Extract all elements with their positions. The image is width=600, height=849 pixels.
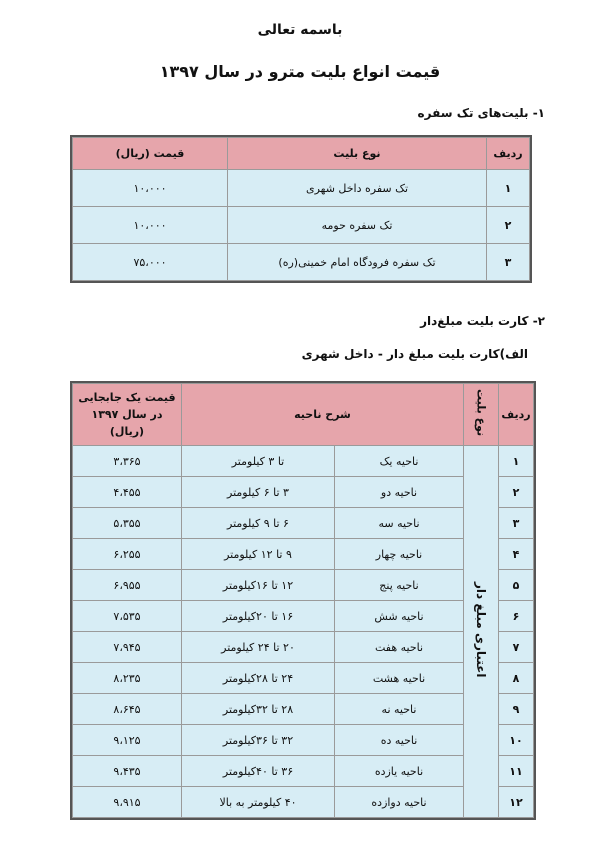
zone-price: ۵،۳۵۵ [73, 508, 182, 539]
row-number: ۲ [499, 477, 534, 508]
row-number: ۱ [487, 170, 530, 207]
ticket-type-cell [464, 446, 499, 818]
zone-price: ۳،۳۶۵ [73, 446, 182, 477]
zone-range: ۳ تا ۶ کیلومتر [182, 477, 335, 508]
zone-range: ۱۲ تا ۱۶کیلومتر [182, 570, 335, 601]
row-number: ۶ [499, 601, 534, 632]
zone-price: ۹،۱۲۵ [73, 725, 182, 756]
ticket-price: ۱۰،۰۰۰ [73, 170, 228, 207]
row-number: ۳ [499, 508, 534, 539]
zone-price: ۴،۴۵۵ [73, 477, 182, 508]
zone-range: ۲۰ تا ۲۴ کیلومتر [182, 632, 335, 663]
zone-price: ۸،۶۴۵ [73, 694, 182, 725]
ticket-type: تک سفره فرودگاه امام خمینی(ره) [228, 244, 487, 281]
zone-name: ناحیه هفت [335, 632, 464, 663]
stored-value-table [72, 383, 534, 818]
col-desc-header: شرح ناحیه [182, 384, 464, 446]
row-number: ۵ [499, 570, 534, 601]
col-row-header: ردیف [499, 384, 534, 446]
section2-heading: ۲- کارت بلیت مبلغ‌دار [420, 314, 545, 328]
col-price-header: قیمت یک جابجایی در سال ۱۳۹۷ (ریال) [73, 384, 182, 446]
ticket-type-value: اعتباری مبلغ دار [474, 582, 488, 678]
document-heading: باسمه تعالی [257, 22, 343, 38]
zone-price: ۶،۲۵۵ [73, 539, 182, 570]
zone-name: ناحیه پنج [335, 570, 464, 601]
zone-range: ۱۶ تا ۲۰کیلومتر [182, 601, 335, 632]
col-type-header: نوع بلیت [228, 138, 487, 170]
col-type-header [464, 384, 499, 446]
zone-name: ناحیه نه [335, 694, 464, 725]
zone-range: ۲۸ تا ۳۲کیلومتر [182, 694, 335, 725]
table-row [73, 170, 530, 207]
col-row-header: ردیف [487, 138, 530, 170]
zone-name: ناحیه سه [335, 508, 464, 539]
zone-range: ۹ تا ۱۲ کیلومتر [182, 539, 335, 570]
ticket-type: تک سفره حومه [228, 207, 487, 244]
table-row [73, 244, 530, 281]
zone-name: ناحیه هشت [335, 663, 464, 694]
zone-name: ناحیه یازده [335, 756, 464, 787]
row-number: ۱۲ [499, 787, 534, 818]
zone-name: ناحیه شش [335, 601, 464, 632]
zone-name: ناحیه ده [335, 725, 464, 756]
row-number: ۳ [487, 244, 530, 281]
col-type-label: نوع بلیت [474, 389, 488, 437]
row-number: ۱ [499, 446, 534, 477]
row-number: ۲ [487, 207, 530, 244]
ticket-price: ۱۰،۰۰۰ [73, 207, 228, 244]
row-number: ۸ [499, 663, 534, 694]
zone-name: ناحیه دو [335, 477, 464, 508]
ticket-type: تک سفره داخل شهری [228, 170, 487, 207]
page-title: قیمت انواع بلیت مترو در سال ۱۳۹۷ [159, 62, 441, 81]
section2-subheading: الف)کارت بلیت مبلغ دار - داخل شهری [301, 347, 528, 361]
ticket-price: ۷۵،۰۰۰ [73, 244, 228, 281]
row-number: ۴ [499, 539, 534, 570]
col-price-header: قیمت (ریال) [73, 138, 228, 170]
zone-name: ناحیه یک [335, 446, 464, 477]
zone-price: ۸،۲۳۵ [73, 663, 182, 694]
zone-price: ۷،۵۳۵ [73, 601, 182, 632]
single-trip-table [72, 137, 530, 281]
zone-price: ۹،۹۱۵ [73, 787, 182, 818]
table-row [73, 207, 530, 244]
zone-price: ۹،۴۳۵ [73, 756, 182, 787]
zone-range: ۴۰ کیلومتر به بالا [182, 787, 335, 818]
zone-range: ۶ تا ۹ کیلومتر [182, 508, 335, 539]
zone-range: ۳۲ تا ۳۶کیلومتر [182, 725, 335, 756]
zone-range: ۳۶ تا ۴۰کیلومتر [182, 756, 335, 787]
row-number: ۱۱ [499, 756, 534, 787]
table-row [73, 446, 534, 477]
zone-name: ناحیه چهار [335, 539, 464, 570]
row-number: ۹ [499, 694, 534, 725]
section1-heading: ۱- بلیت‌های تک سفره [417, 106, 545, 120]
zone-price: ۶،۹۵۵ [73, 570, 182, 601]
zone-price: ۷،۹۴۵ [73, 632, 182, 663]
zone-range: ۲۴ تا ۲۸کیلومتر [182, 663, 335, 694]
zone-range: تا ۳ کیلومتر [182, 446, 335, 477]
row-number: ۷ [499, 632, 534, 663]
row-number: ۱۰ [499, 725, 534, 756]
zone-name: ناحیه دوازده [335, 787, 464, 818]
